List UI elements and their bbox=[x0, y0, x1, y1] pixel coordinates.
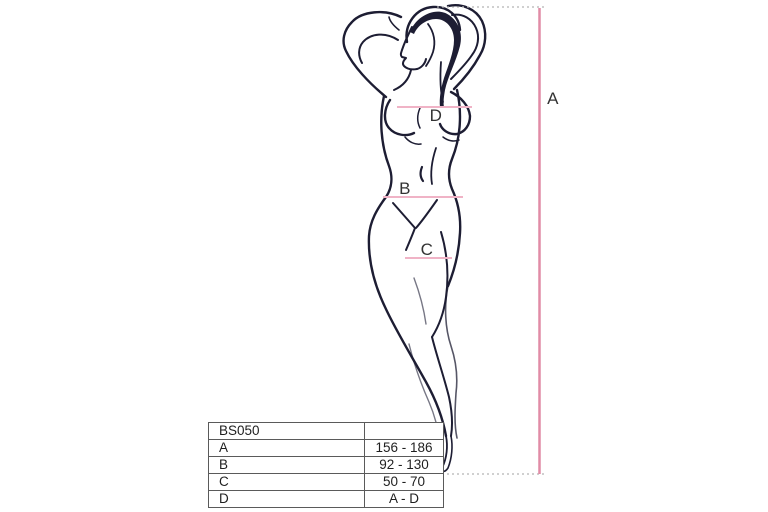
measurement-label-b: B bbox=[399, 179, 411, 198]
measurement-label-c: C bbox=[420, 240, 434, 259]
female-figure-illustration bbox=[344, 5, 486, 471]
table-row bbox=[209, 491, 444, 508]
measurement-label-d: D bbox=[429, 106, 443, 125]
product-code: BS050 bbox=[209, 423, 365, 440]
row-label-c: C bbox=[209, 474, 365, 491]
measurement-label-a: A bbox=[547, 89, 559, 108]
size-table-header-row bbox=[209, 423, 444, 440]
size-table bbox=[208, 422, 444, 508]
table-row bbox=[209, 457, 444, 474]
row-value-d: A - D bbox=[365, 491, 444, 508]
row-label-a: A bbox=[209, 440, 365, 457]
row-label-d: D bbox=[209, 491, 365, 508]
row-label-b: B bbox=[209, 457, 365, 474]
table-row bbox=[209, 440, 444, 457]
table-row bbox=[209, 474, 444, 491]
size-table-header-value bbox=[365, 423, 444, 440]
row-value-c: 50 - 70 bbox=[365, 474, 444, 491]
row-value-a: 156 - 186 bbox=[365, 440, 444, 457]
row-value-b: 92 - 130 bbox=[365, 457, 444, 474]
